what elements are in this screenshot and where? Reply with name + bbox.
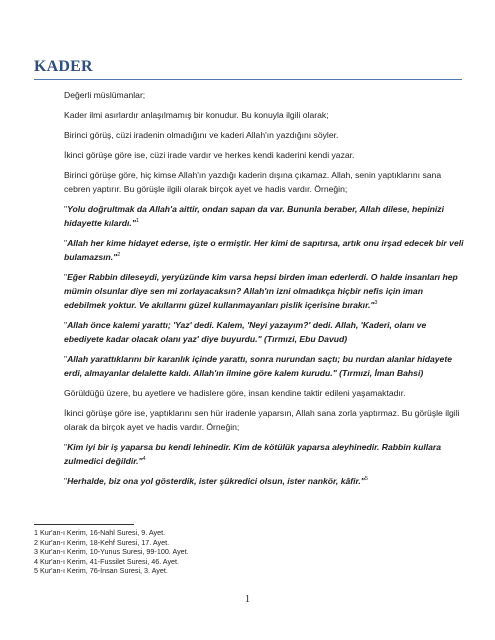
- paragraph-text: Kader ilmi asırlardır anlaşılmamış bir konudur. Bu konuyla ilgili olarak;: [64, 110, 329, 120]
- paragraph-text: Birinci görüş, cüzi iradenin olmadığını ve kaderi Allah'ın yazdığını söyler.: [64, 130, 339, 140]
- quote-text: Allah yarattıklarını bir karanlık içinde yarattı, sonra nurundan saçtı; bu nurdan alanlar hidayete erdi, almayanlar delalette kaldı. Allah'ın ilmine göre kalem kurudu." (Tırmızi, İman Bahsi): [64, 354, 452, 378]
- page-title: KADER: [34, 58, 93, 75]
- body-paragraph: [64, 148, 464, 162]
- title-underline: [34, 79, 462, 80]
- body-paragraph: [64, 168, 464, 196]
- quote-text: Allah önce kalemi yarattı; 'Yaz' dedi. Kalem, 'Neyi yazayım?' dedi. Allah, 'Kaderi, olanı ve ebediyete kadar olacak olanı yaz' diye buyurdu." (Tırmızi, Ebu Davud): [64, 320, 427, 344]
- opening-quote-mark: ": [64, 238, 68, 248]
- footnote-item: 2 Kur'an-ı Kerim, 18-Kehf Suresi, 17. Ayet.: [34, 537, 170, 547]
- footnote-item: 5 Kur'an-ı Kerim, 76-İnsan Suresi, 3. Ayet.: [34, 566, 168, 576]
- footnote-item: 4 Kur'an-ı Kerim, 41-Fussilet Suresi, 46. Ayet.: [34, 556, 180, 566]
- paragraph-text: Birinci görüşe göre, hiç kimse Allah'ın yazdığı kaderin dışına çıkamaz. Allah, senin yaptıklarını sana cebren yaptırır. Bu görüşle ilgili olarak birçok ayet ve hadis vardır. Örneğin;: [64, 170, 442, 194]
- quote-paragraph: [64, 270, 464, 312]
- quote-paragraph: [64, 474, 464, 488]
- quote-paragraph: [64, 318, 464, 346]
- body-paragraph: [64, 386, 464, 400]
- body-paragraph: [64, 88, 464, 102]
- footnote-reference: 2: [117, 252, 121, 259]
- opening-quote-mark: ": [64, 320, 68, 330]
- quote-paragraph: [64, 352, 464, 380]
- page-number: 1: [245, 594, 250, 605]
- paragraph-text: Görüldüğü üzere, bu ayetlere ve hadislere göre, insan kendine taktir edileni yaşamaktadır.: [64, 388, 406, 398]
- quote-text: Kim iyi bir iş yaparsa bu kendi lehinedir. Kim de kötülük yaparsa aleyhinedir. Rabbin kullara zulmedici değildir.": [64, 442, 442, 466]
- quote-paragraph: [64, 440, 464, 468]
- opening-quote-mark: ": [64, 442, 68, 452]
- footnotes: [34, 528, 189, 576]
- paragraph-text: İkinci görüşe göre ise, yaptıklarını sen hür iradenle yaparsın, Allah sana zorla yaptırmaz. Bu görüşle ilgili olarak da birçok ayet ve hadis vardır. Örneğin;: [64, 408, 460, 432]
- opening-quote-mark: ": [64, 354, 68, 364]
- footnote-reference: 5: [364, 476, 368, 483]
- paragraph-text: İkinci görüşe göre ise, cüzi irade vardır ve herkes kendi kaderini kendi yazar.: [64, 150, 355, 160]
- quote-text: Eğer Rabbin dileseydi, yeryüzünde kim varsa hepsi birden iman ederlerdi. O halde insanları hep mümin olsunlar diye sen mi zorlayacaksın? Allah'ın izni olmadıkça hiçbir nefis için iman edebilmek yoktur. Ve akıllarını güzel kullanmayanları pislik içerisine bırakır.": [64, 272, 458, 310]
- quote-text: Yolu doğrultmak da Allah'a aittir, ondan sapan da var. Bununla beraber, Allah dilese, hepinizi hidayette kılardı.": [64, 204, 444, 228]
- opening-quote-mark: ": [64, 476, 68, 486]
- quote-paragraph: [64, 236, 464, 264]
- opening-quote-mark: ": [64, 272, 68, 282]
- footnote-item: 3 Kur'an-ı Kerim, 10-Yunus Suresi, 99-100. Ayet.: [34, 547, 189, 557]
- footnote-reference: 1: [135, 218, 139, 225]
- body-paragraph: [64, 108, 464, 122]
- document-body: [64, 88, 464, 494]
- quote-paragraph: [64, 202, 464, 230]
- footnote-reference: 3: [374, 300, 378, 307]
- quote-text: Herhalde, biz ona yol gösterdik, ister şükredici olsun, ister nankör, kâfir.": [67, 476, 365, 486]
- footnote-separator: [34, 524, 134, 525]
- footnote-item: 1 Kur'an-ı Kerim, 16-Nahl Suresi, 9. Ayet.: [34, 528, 166, 537]
- opening-quote-mark: ": [64, 204, 68, 214]
- quote-text: Allah her kime hidayet ederse, işte o ermiştir. Her kimi de sapıtırsa, artık onu irşad edecek bir veli bulamazsın.": [64, 238, 464, 262]
- footnote-reference: 4: [142, 456, 146, 463]
- body-paragraph: [64, 406, 464, 434]
- body-paragraph: [64, 128, 464, 142]
- paragraph-text: Değerli müslümanlar;: [64, 90, 146, 100]
